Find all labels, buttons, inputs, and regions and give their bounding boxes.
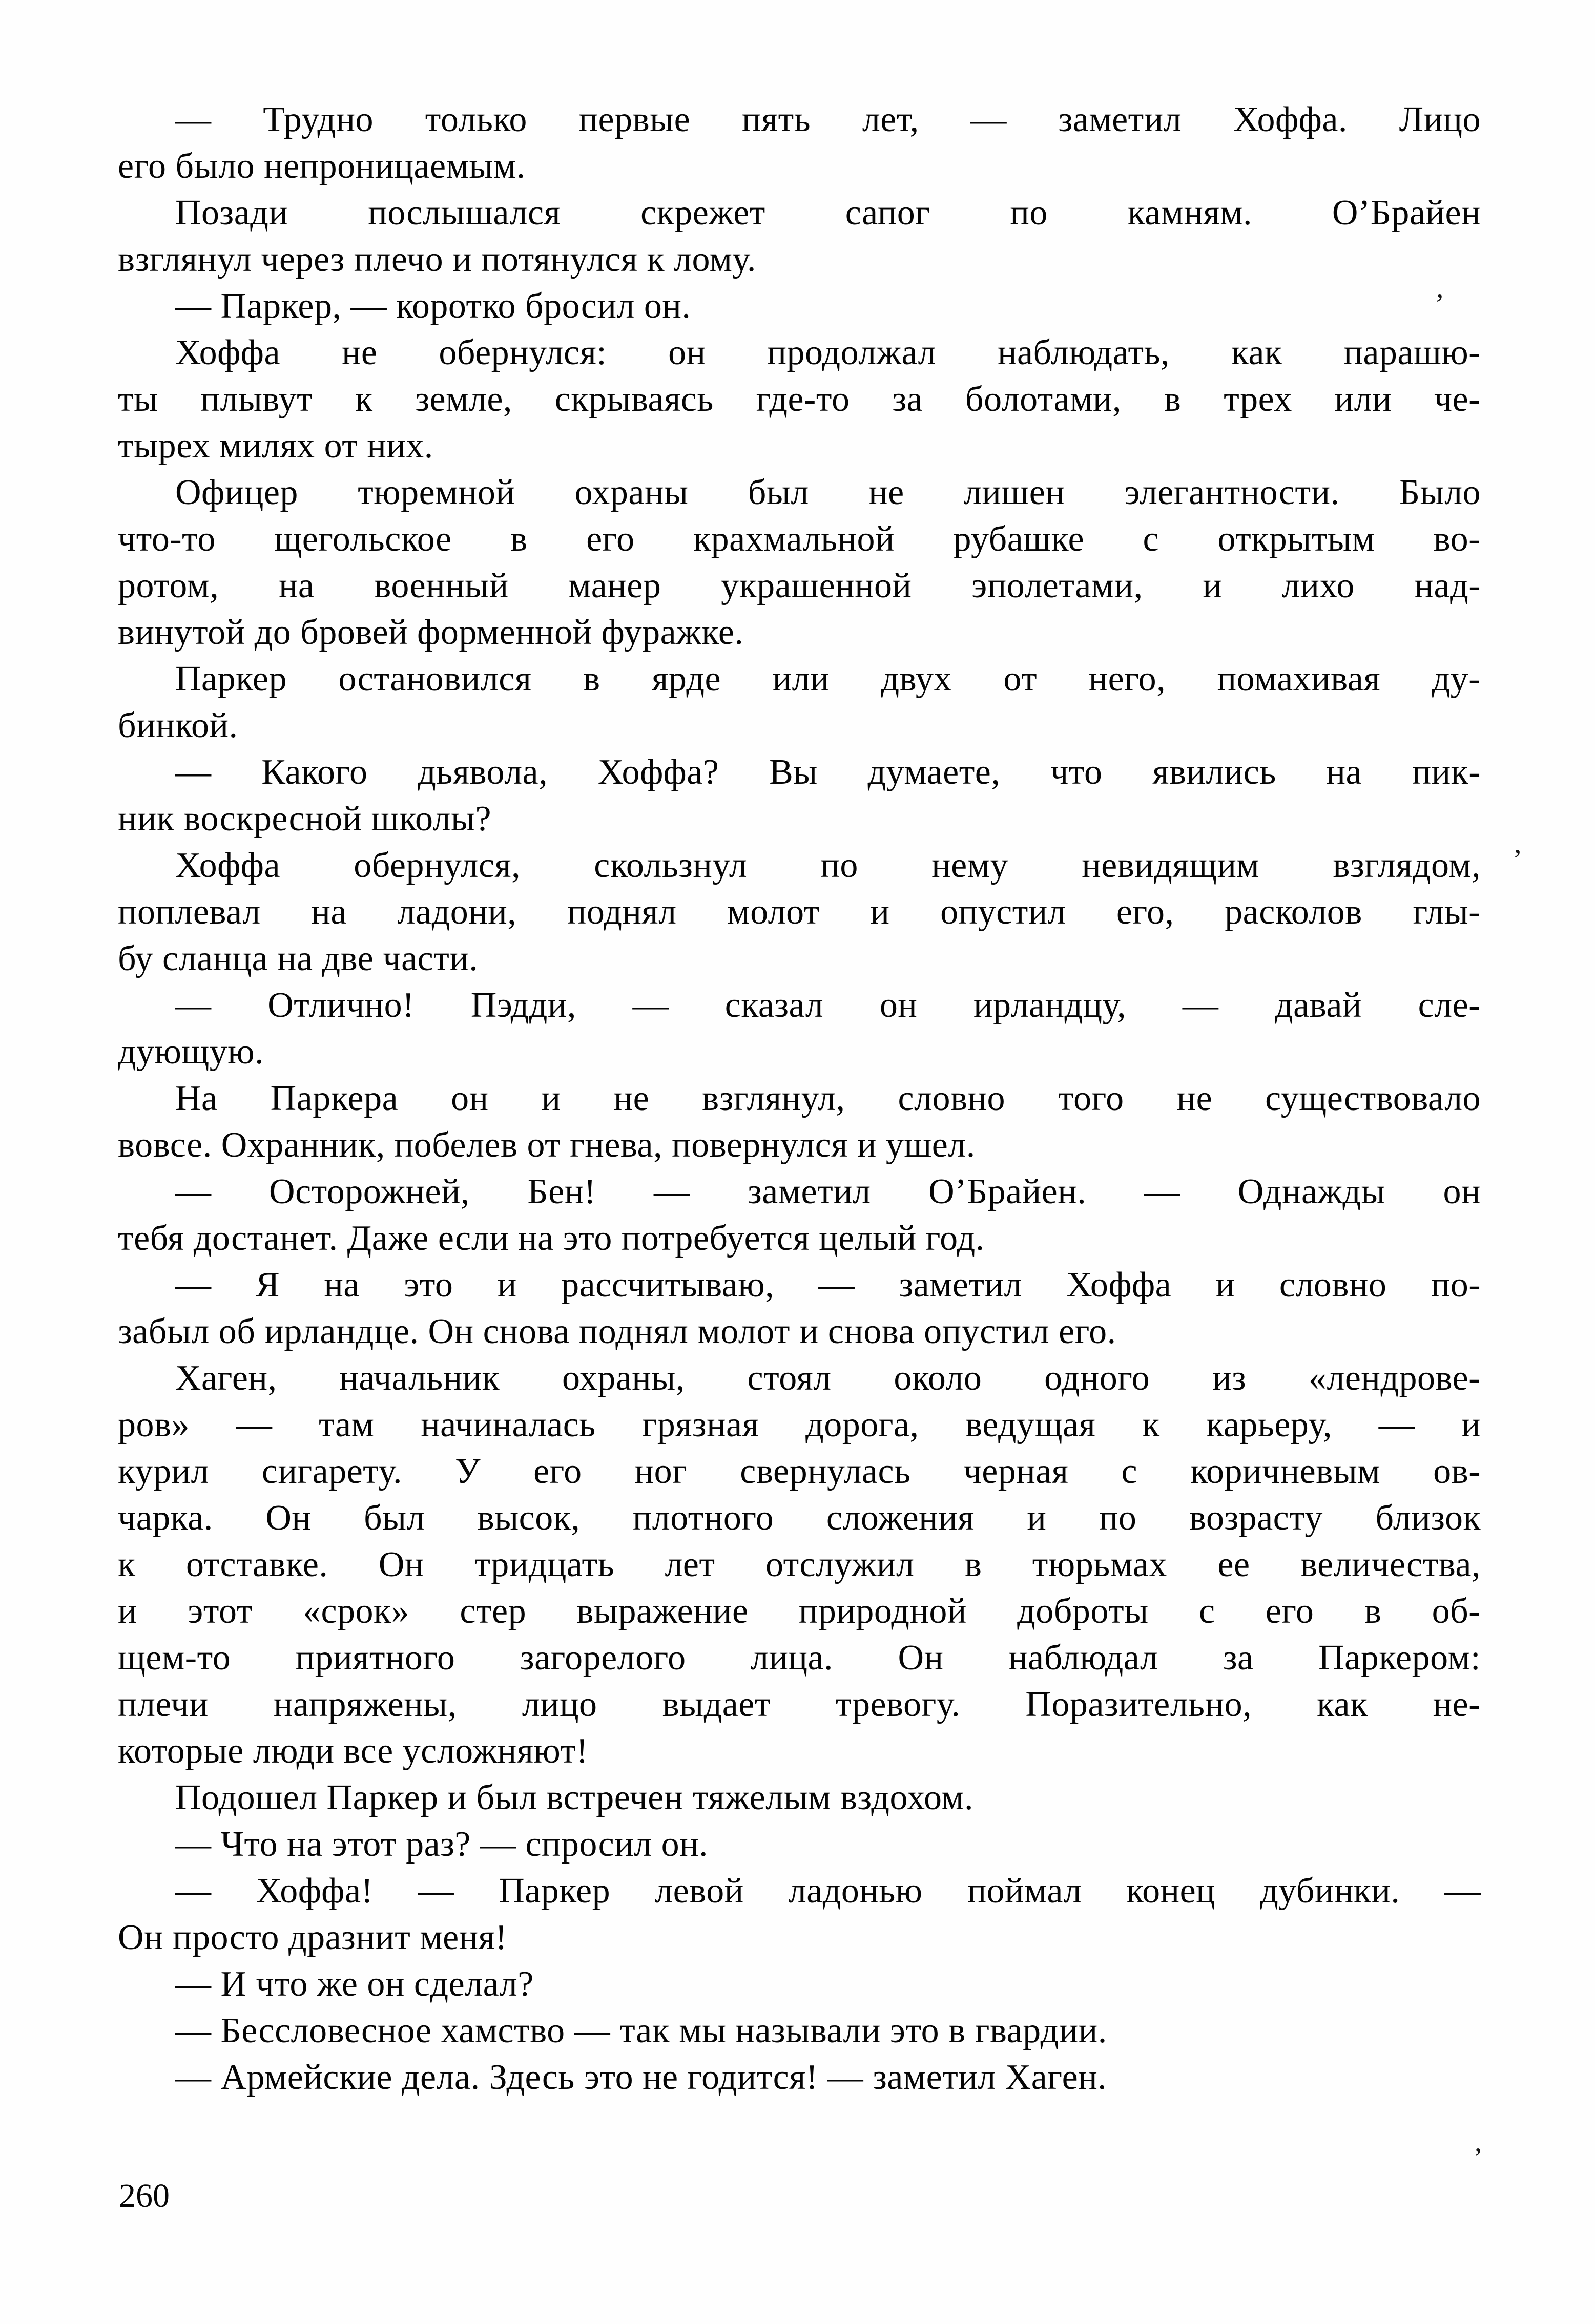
text-line: Хоффа обернулся, скользнул по нему невидящим взглядом, [175, 846, 1481, 885]
text-line: На Паркера он и не взглянул, словно того не существовало [175, 1079, 1481, 1118]
text-line: бу сланца на две части. [118, 939, 479, 978]
text-line: Офицер тюремной охраны был не лишен элегантности. Было [175, 473, 1481, 512]
text-line: — Осторожней, Бен! — заметил О’Брайен. — Однажды он [175, 1172, 1481, 1211]
text-line: винутой до бровей форменной фуражке. [118, 613, 744, 652]
page-number: 260 [119, 2177, 170, 2214]
text-line: — Какого дьявола, Хоффа? Вы думаете, что явились на пик- [175, 752, 1481, 792]
scan-artifact: , [1514, 826, 1522, 860]
scan-artifact: ’ [1435, 287, 1445, 321]
text-line: — Что на этот раз? — спросил он. [175, 1825, 709, 1864]
text-line: взглянул через плечо и потянулся к лому. [118, 240, 756, 279]
text-line: ротом, на военный манер украшенной эполетами, и лихо над- [118, 566, 1481, 605]
text-line: забыл об ирландце. Он снова поднял молот и снова опустил его. [118, 1312, 1116, 1351]
text-line: — Хоффа! — Паркер левой ладонью поймал конец дубинки. — [175, 1871, 1481, 1911]
text-line: бинкой. [118, 706, 238, 745]
text-line: курил сигарету. У его ног свернулась черная с коричневым ов- [118, 1452, 1481, 1491]
text-line: Подошел Паркер и был встречен тяжелым вздохом. [175, 1778, 974, 1817]
text-line: Позади послышался скрежет сапог по камням. О’Брайен [175, 193, 1481, 233]
text-line: — И что же он сделал? [175, 1964, 534, 2004]
scan-artifact: ’ [1473, 2142, 1483, 2175]
text-line: чарка. Он был высок, плотного сложения и по возрасту близок [118, 1498, 1481, 1538]
text-line: к отставке. Он тридцать лет отслужил в тюрьмах ее величества, [118, 1545, 1481, 1584]
text-line: Он просто дразнит меня! [118, 1918, 508, 1957]
text-line: — Паркер, — коротко бросил он. [175, 286, 691, 326]
text-line: тырех милях от них. [118, 426, 433, 466]
text-line: вовсе. Охранник, побелев от гнева, повернулся и ушел. [118, 1125, 976, 1165]
text-line: — Трудно только первые пять лет, — заметил Хоффа. Лицо [175, 100, 1481, 139]
text-line: которые люди все усложняют! [118, 1731, 589, 1771]
text-line: поплевал на ладони, поднял молот и опустил его, расколов глы- [118, 892, 1481, 932]
text-line: ник воскресной школы? [118, 799, 492, 839]
text-line: что-то щегольское в его крахмальной рубашке с открытым во- [118, 519, 1481, 559]
text-line: его было непроницаемым. [118, 146, 526, 186]
text-line: ты плывут к земле, скрываясь где-то за болотами, в трех или че- [118, 380, 1481, 419]
text-line: тебя достанет. Даже если на это потребуется целый год. [118, 1219, 985, 1258]
text-column [118, 96, 1481, 2101]
text-line: плечи напряжены, лицо выдает тревогу. Поразительно, как не- [118, 1685, 1481, 1724]
text-line: — Армейские дела. Здесь это не годится! — заметил Хаген. [175, 2058, 1107, 2097]
text-line: — Отлично! Пэдди, — сказал он ирландцу, — давай сле- [175, 986, 1481, 1025]
text-line: Паркер остановился в ярде или двух от него, помахивая ду- [175, 659, 1481, 699]
text-line: и этот «срок» стер выражение природной доброты с его в об- [118, 1592, 1481, 1631]
text-line: Хаген, начальник охраны, стоял около одного из «лендрове- [175, 1358, 1481, 1398]
text-line: ров» — там начиналась грязная дорога, ведущая к карьеру, — и [118, 1405, 1481, 1444]
text-line: щем-то приятного загорелого лица. Он наблюдал за Паркером: [118, 1638, 1481, 1678]
text-line: — Я на это и рассчитываю, — заметил Хоффа и словно по- [175, 1265, 1481, 1305]
text-line: Хоффа не обернулся: он продолжал наблюдать, как парашю- [175, 333, 1481, 372]
text-line: — Бессловесное хамство — так мы называли это в гвардии. [175, 2011, 1107, 2050]
text-line: дующую. [118, 1032, 264, 1072]
